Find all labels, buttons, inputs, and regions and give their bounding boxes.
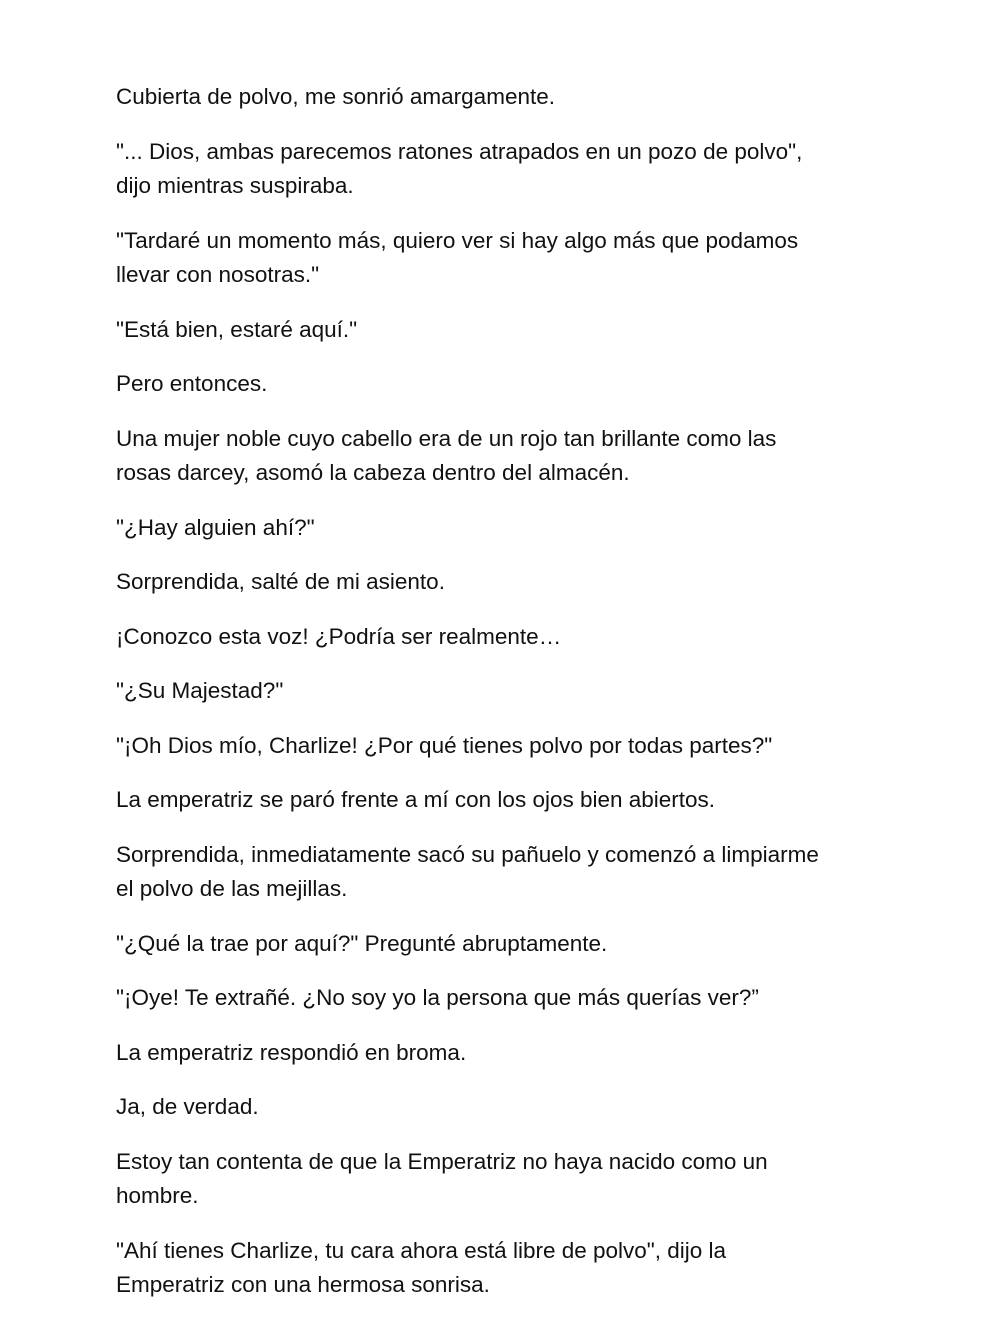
paragraph: Sorprendida, inmediatamente sacó su pañuelo y comenzó a limpiarme el polvo de las mejillas. bbox=[116, 841, 819, 901]
paragraph: "Ahí tienes Charlize, tu cara ahora está libre de polvo", dijo la Emperatriz con una hermosa sonrisa. bbox=[116, 1237, 727, 1297]
document-body bbox=[116, 80, 876, 1323]
paragraph: Estoy tan contenta de que la Emperatriz no haya nacido como un hombre. bbox=[116, 1148, 768, 1208]
paragraph: "¡Oye! Te extrañé. ¿No soy yo la persona que más querías ver?” bbox=[116, 985, 759, 1010]
paragraph: Pero entonces. bbox=[116, 371, 268, 396]
paragraph: "Está bien, estaré aquí." bbox=[116, 316, 358, 342]
paragraph: "¿Qué la trae por aquí?" Pregunté abruptamente. bbox=[116, 930, 608, 956]
paragraph: Cubierta de polvo, me sonrió amargamente. bbox=[116, 84, 555, 109]
paragraph: "Tardaré un momento más, quiero ver si hay algo más que podamos llevar con nosotras." bbox=[116, 227, 799, 287]
paragraph: "¿Su Majestad?" bbox=[116, 678, 284, 703]
paragraph: "¡Oh Dios mío, Charlize! ¿Por qué tienes polvo por todas partes?" bbox=[116, 732, 773, 758]
paragraph: "¿Hay alguien ahí?" bbox=[116, 514, 315, 540]
paragraph: Sorprendida, salté de mi asiento. bbox=[116, 569, 445, 594]
paragraph: "... Dios, ambas parecemos ratones atrapados en un pozo de polvo", dijo mientras suspiraba. bbox=[116, 138, 803, 198]
paragraph: ¡Conozco esta voz! ¿Podría ser realmente… bbox=[116, 623, 562, 649]
paragraph: Ja, de verdad. bbox=[116, 1094, 259, 1119]
paragraph: Una mujer noble cuyo cabello era de un rojo tan brillante como las rosas darcey, asomó la cabeza dentro del almacén. bbox=[116, 425, 777, 485]
paragraph: La emperatriz se paró frente a mí con los ojos bien abiertos. bbox=[116, 787, 716, 812]
paragraph: La emperatriz respondió en broma. bbox=[116, 1039, 467, 1065]
